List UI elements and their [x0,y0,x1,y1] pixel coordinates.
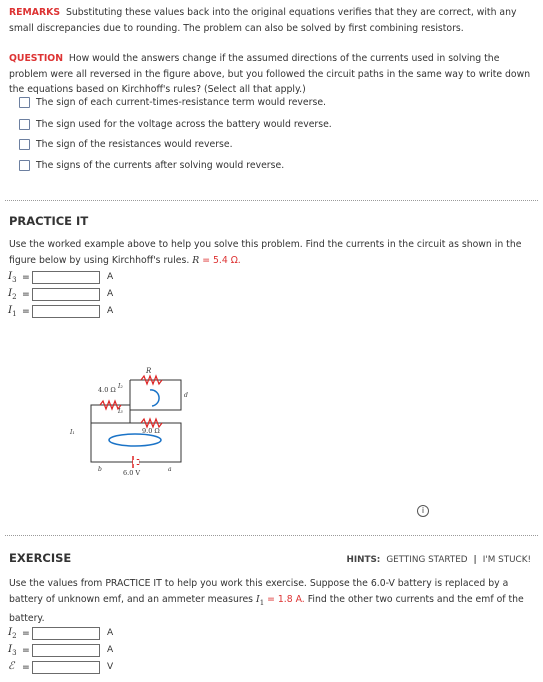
practice-heading: PRACTICE IT [9,214,89,228]
label-r: R [146,367,152,375]
exercise-heading: EXERCISE [9,551,72,565]
exercise-text-after: Find the other two currents and the emf of the battery. [9,593,524,624]
measured-value: = 1.8 A. [267,593,305,605]
hint-separator: | [473,555,477,565]
practice-text: Use the worked example above to help you solve this problem. Find the currents in the circuit as shown in the figure below by using Kirchhoff's rules. [9,239,522,266]
info-icon[interactable]: i [417,505,429,517]
upper-loop-arrow [150,390,159,406]
answer-row-i3: $I_3$ = A [8,270,114,285]
variable-label: $I_2$ [8,626,17,641]
label-battery: 6.0 V [123,469,141,477]
hint-im-stuck-link[interactable]: I'M STUCK! [482,555,531,565]
label-i3: I₃ [118,408,123,415]
unit-label: V [107,662,114,673]
hints-bar [346,555,531,565]
variable-label: $I_3$ [8,643,17,658]
r1-branch-wire [91,405,130,423]
option-label: The sign of each current-times-resistance term would reverse. [36,97,326,108]
option-label: The signs of the currents after solving would reverse. [36,160,285,171]
exercise-row-emf: ℰ = V [8,660,114,673]
remarks-label: REMARKS [9,7,61,18]
ex-i3-input[interactable] [32,644,100,657]
variable-label: $I_3$ [8,270,17,285]
hint-getting-started-link[interactable]: GETTING STARTED [386,555,468,565]
node-d: d [184,392,188,399]
exercise-text: Use the values from PRACTICE IT to help you work this exercise. Suppose the 6.0-V battery is replaced by a battery of unknown emf, and an ammeter measures [9,578,509,605]
exercise-row-i3: $I_3$ = A [8,643,114,658]
unit-label: A [107,645,114,656]
label-9ohm: 9.0 Ω [142,427,160,435]
label-i2: I₂ [118,383,123,390]
node-b: b [98,466,102,473]
unit-label: A [107,628,114,639]
label-i1: I₁ [70,429,75,436]
divider [5,535,538,536]
variable-label: $I_1$ [8,304,17,319]
variable-label: $I_2$ [8,287,17,302]
r-value: = 5.4 Ω. [202,254,241,266]
option-label: The sign used for the voltage across the battery would reverse. [36,119,332,130]
variable-label: ℰ [8,660,15,672]
exercise-paragraph [9,576,534,626]
hints-label: HINTS: [346,555,381,565]
question-label: QUESTION [9,53,63,64]
answer-row-i2: $I_2$ = A [8,287,114,302]
measured-variable: $I_1$ [256,593,265,607]
option-label: The sign of the resistances would reverse. [36,139,233,150]
lower-loop-arrow [109,434,161,446]
answer-row-i1: $I_1$ = A [8,304,114,319]
unit-label: A [107,306,114,317]
outer-wire [91,423,181,462]
unit-label: A [107,289,114,300]
ex-emf-input[interactable] [32,661,100,674]
unit-label: A [107,272,114,283]
exercise-row-i2: $I_2$ = A [8,626,114,641]
question-text: How would the answers change if the assumed directions of the currents used in solving the problem were all reversed in the figure above, but you followed the circuit paths in the same way to write down the equations based on Kirchhoff's rules? (Select all that apply.) [9,53,531,95]
remarks-text: Substituting these values back into the original equations verifies that they are correct, with any small discrepancies due to rounding. The problem can also be solved by first combining resistors. [9,7,517,34]
node-a: a [168,466,172,473]
r-variable: R [192,254,200,266]
label-4ohm: 4.0 Ω [98,386,116,394]
ex-i2-input[interactable] [32,627,100,640]
